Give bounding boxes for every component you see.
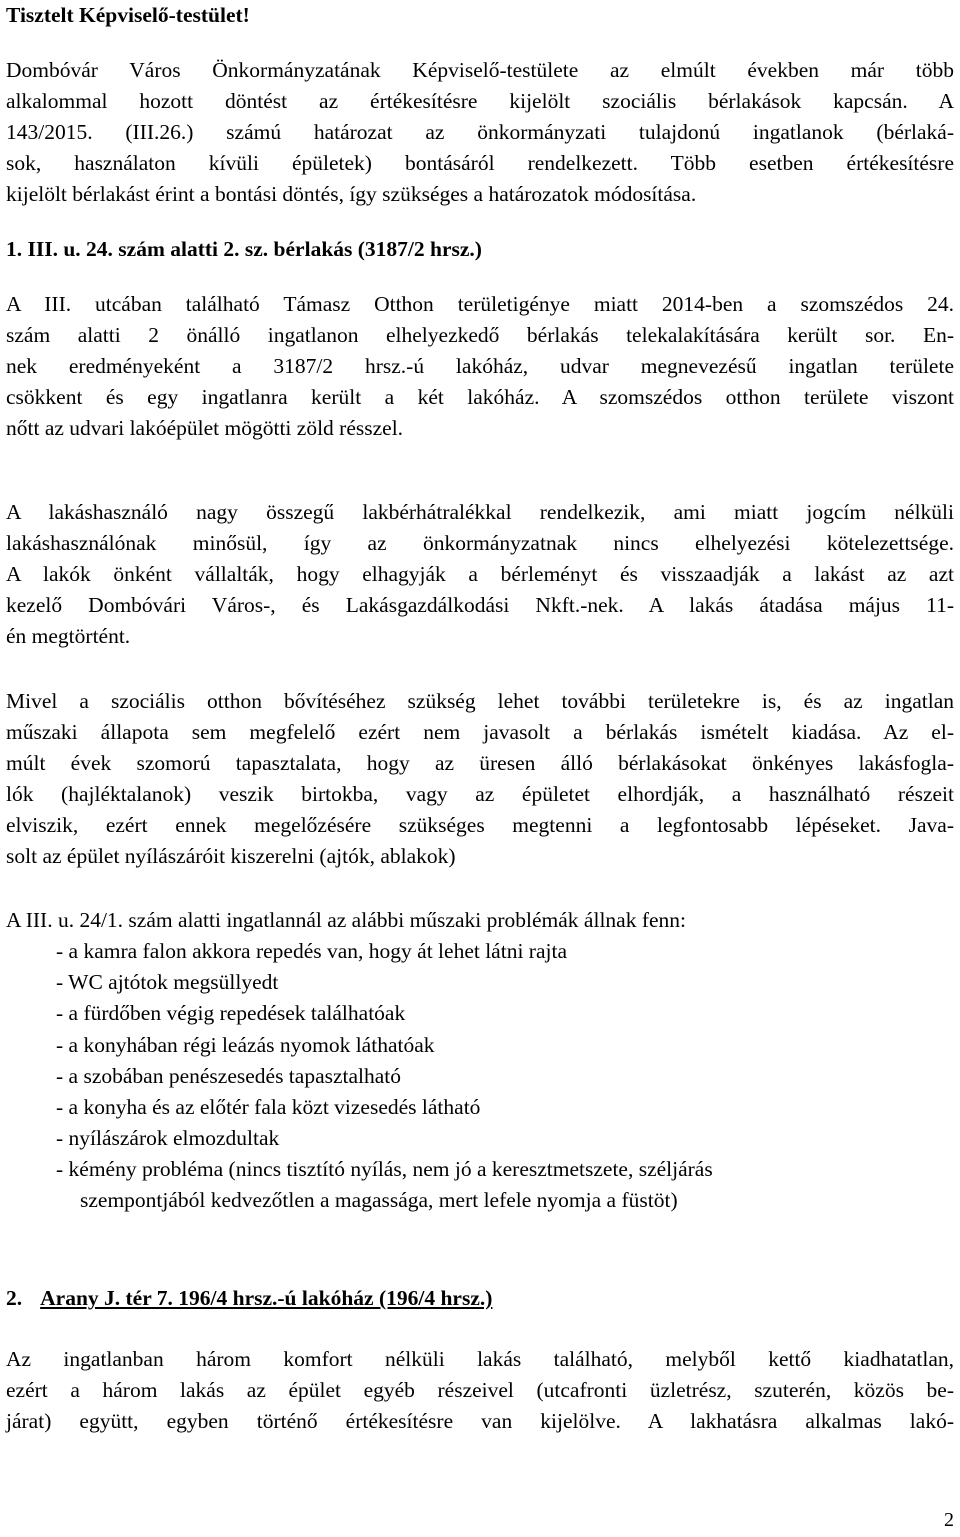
text-line: Mivel a szociális otthon bővítéséhez szükség lehet további területekre is, és az ingatlan: [6, 689, 954, 713]
text-line: - a kamra falon akkora repedés van, hogy át lehet látni rajta: [56, 939, 567, 963]
text-line: - WC ajtótok megsüllyedt: [56, 970, 279, 994]
text-line: 143/2015. (III.26.) számú határozat az önkormányzati tulajdonú ingatlanok (bérlaká-: [6, 120, 954, 144]
section-heading-2: [6, 1283, 492, 1314]
text-line: - a konyhában régi leázás nyomok láthatóak: [56, 1033, 435, 1057]
text-line: - kémény probléma (nincs tisztító nyílás, nem jó a keresztmetszete, széljárás: [56, 1157, 713, 1181]
text-line: sok, használaton kívüli épületek) bontásáról rendelkezett. Több esetben értékesítésre: [6, 151, 954, 175]
section-title: Arany J. tér 7. 196/4 hrsz.-ú lakóház (196/4 hrsz.): [40, 1286, 493, 1310]
text-line: elviszik, ezért ennek megelőzésére szükséges megtenni a legfontosabb lépéseket. Java-: [6, 813, 954, 837]
text-line: járat) együtt, egyben történő értékesítésre van kijelölve. A lakhatásra alkalmas lakó-: [6, 1409, 954, 1433]
text-line: lakáshasználónak minősül, így az önkormányzatnak nincs elhelyezési kötelezettsége.: [6, 531, 954, 555]
text-line: - a konyha és az előtér fala közt vizesedés látható: [56, 1095, 481, 1119]
text-line: múlt évek szomorú tapasztalata, hogy az üresen álló bérlakásokat önkényes lakásfogla-: [6, 751, 954, 775]
text-line: én megtörtént.: [6, 624, 131, 648]
section-number: 2.: [6, 1286, 23, 1310]
text-line: - nyílászárok elmozdultak: [56, 1126, 280, 1150]
text-line: szám alatti 2 önálló ingatlanon elhelyezkedő bérlakás telekalakítására került sor. En-: [6, 323, 954, 347]
text-line: A lakáshasználó nagy összegű lakbérhátralékkal rendelkezik, ami miatt jogcím nélküli: [6, 500, 954, 524]
text-line: - a szobában penészesedés tapasztalható: [56, 1064, 402, 1088]
text-line: nek eredményeként a 3187/2 hrsz.-ú lakóház, udvar megnevezésű ingatlan területe: [6, 354, 954, 378]
text-line: A III. u. 24/1. szám alatti ingatlannál az alábbi műszaki problémák állnak fenn:: [6, 908, 687, 932]
text-line: A lakók önként vállalták, hogy elhagyják a bérleményt és visszaadják a lakást az azt: [6, 562, 954, 586]
text-line: műszaki állapota sem megfelelő ezért nem javasolt a bérlakás ismételt kiadása. Az el-: [6, 720, 954, 744]
text-line: alkalommal hozott döntést az értékesítésre kijelölt szociális bérlakások kapcsán. A: [6, 89, 954, 113]
text-line: kezelő Dombóvári Város-, és Lakásgazdálkodási Nkft.-nek. A lakás átadása május 11-: [6, 593, 954, 617]
text-line: solt az épület nyílászáróit kiszerelni (ajtók, ablakok): [6, 844, 456, 868]
text-line: csökkent és egy ingatlanra került a két lakóház. A szomszédos otthon területe viszont: [6, 385, 954, 409]
text-line: nőtt az udvari lakóépület mögötti zöld résszel.: [6, 416, 404, 440]
page-number: 2: [944, 1509, 954, 1531]
text-line: - a fürdőben végig repedések találhatóak: [56, 1001, 406, 1025]
text-line: A III. utcában található Támasz Otthon területigénye miatt 2014-ben a szomszédos 24.: [6, 292, 954, 316]
text-line: lók (hajléktalanok) veszik birtokba, vagy az épületet elhordják, a használható részeit: [6, 782, 954, 806]
text-line: Az ingatlanban három komfort nélküli lakás található, melyből kettő kiadhatatlan,: [6, 1347, 954, 1371]
text-line: ezért a három lakás az épület egyéb részeivel (utcafronti üzletrész, szuterén, közös be-: [6, 1378, 954, 1402]
text-line: szempontjából kedvezőtlen a magassága, mert lefele nyomja a füstöt): [80, 1188, 678, 1212]
text-line: Dombóvár Város Önkormányzatának Képviselő-testülete az elmúlt években már több: [6, 58, 954, 82]
text-line: kijelölt bérlakást érint a bontási döntés, így szükséges a határozatok módosítása.: [6, 182, 697, 206]
text-line: 1. III. u. 24. szám alatti 2. sz. bérlakás (3187/2 hrsz.): [6, 237, 482, 261]
text-line: Tisztelt Képviselő-testület!: [6, 3, 250, 27]
